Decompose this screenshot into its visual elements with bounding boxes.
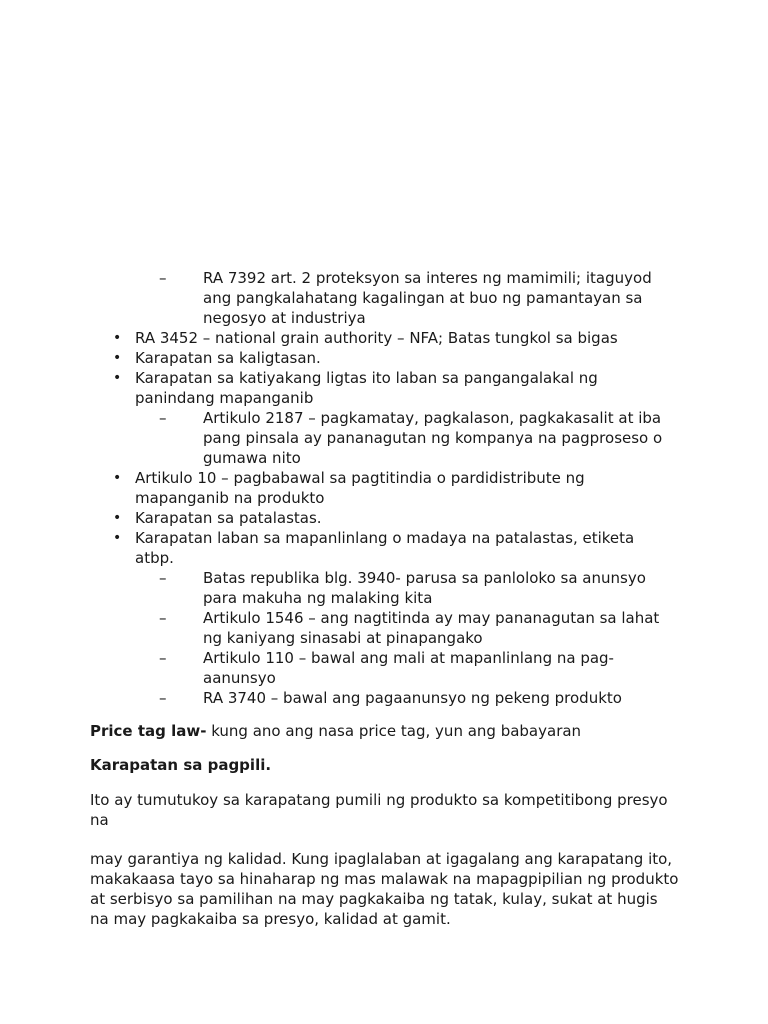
bullet-marker: •	[113, 530, 122, 546]
document-body	[0, 268, 768, 929]
item-text: Artikulo 110 – bawal ang mali at mapanlinlang na pag-aanunsyo	[203, 649, 614, 687]
bullet-item	[0, 368, 655, 408]
bullet-item	[0, 468, 655, 508]
bullet-item	[0, 528, 655, 568]
dash-marker: –	[159, 689, 167, 707]
item-text: Artikulo 2187 – pagkamatay, pagkalason, pagkakasalit at iba pang pinsala ay pananagutan ng kompanya na pagproseso o gumawa nito	[203, 409, 663, 467]
paragraph-intro: Ito ay tumutukoy sa karapatang pumili ng produkto sa kompetitibong presyo na	[90, 791, 668, 829]
dash-marker: –	[159, 569, 167, 587]
item-text: RA 7392 art. 2 proteksyon sa interes ng mamimili; itaguyod ang pangkalahatang kagalingan at buo ng pamantayan sa negosyo at industriya	[203, 269, 652, 327]
sub-item	[0, 688, 663, 708]
sub-item	[0, 608, 663, 648]
item-text: Batas republika blg. 3940- parusa sa panloloko sa anunsyo para makuha ng malaking kita	[203, 569, 646, 607]
sub-item	[0, 268, 663, 328]
bullet-marker: •	[113, 470, 122, 486]
dash-marker: –	[159, 409, 167, 427]
bullet-marker: •	[113, 370, 122, 386]
item-text: Karapatan sa kaligtasan.	[135, 349, 321, 367]
bullet-item	[0, 348, 655, 368]
dash-marker: –	[159, 269, 167, 287]
item-text: Karapatan laban sa mapanlinlang o madaya na patalastas, etiketa atbp.	[135, 529, 635, 567]
bullet-item	[0, 328, 655, 348]
price-tag-definition: kung ano ang nasa price tag, yun ang babayaran	[206, 722, 582, 740]
item-text: RA 3452 – national grain authority – NFA; Batas tungkol sa bigas	[135, 329, 618, 347]
dash-marker: –	[159, 609, 167, 627]
bullet-marker: •	[113, 510, 122, 526]
price-tag-paragraph	[90, 721, 680, 741]
paragraph-body: may garantiya ng kalidad. Kung ipaglalaban at igagalang ang karapatang ito, makakaasa tayo sa hinaharap ng mas malawak na mapagpipilian ng produkto at serbisyo sa pamilihan na may pagkakaiba ng tatak, kulay, sukat at hugis na may pagkakaiba sa presyo, kalidad at gamit.	[90, 850, 679, 928]
item-text: RA 3740 – bawal ang pagaanunsyo ng pekeng produkto	[203, 689, 622, 707]
bullet-item	[0, 508, 655, 528]
bullet-marker: •	[113, 330, 122, 346]
dash-marker: –	[159, 649, 167, 667]
item-text: Karapatan sa katiyakang ligtas ito laban sa pangangalakal ng panindang mapanganib	[135, 369, 598, 407]
price-tag-term: Price tag law-	[90, 722, 207, 740]
section-heading: Karapatan sa pagpili.	[90, 756, 272, 774]
sub-item	[0, 568, 663, 608]
law-list	[0, 268, 768, 708]
item-text: Artikulo 1546 – ang nagtitinda ay may pananagutan sa lahat ng kaniyang sinasabi at pinapangako	[203, 609, 660, 647]
item-text: Karapatan sa patalastas.	[135, 509, 322, 527]
sub-item	[0, 408, 663, 468]
sub-item	[0, 648, 663, 688]
item-text: Artikulo 10 – pagbabawal sa pagtitindia o pardidistribute ng mapanganib na produkto	[135, 469, 585, 507]
bullet-marker: •	[113, 350, 122, 366]
